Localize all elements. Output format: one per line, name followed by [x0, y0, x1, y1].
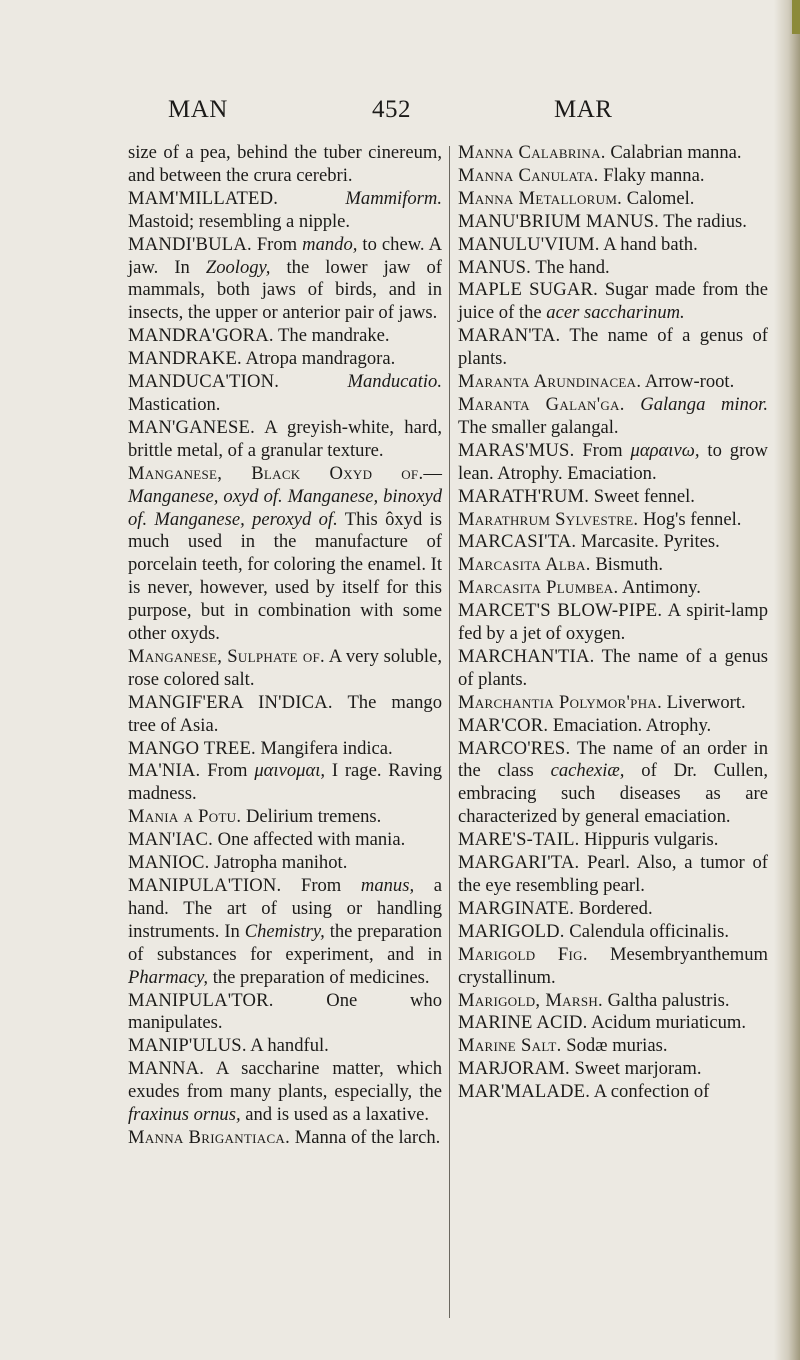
entry-text: μαραινω,	[630, 439, 700, 461]
entry-headword: MARE'S-TAIL.	[458, 829, 580, 851]
dictionary-entry	[458, 600, 768, 646]
entry-text: Galtha palustris.	[602, 989, 730, 1011]
dictionary-entry	[458, 211, 768, 234]
entry-headword: MARGARI'TA.	[458, 852, 580, 874]
dictionary-entry	[128, 806, 442, 829]
dictionary-entry	[458, 1081, 768, 1104]
entry-text: Manganese, oxyd of. Manganese, binoxyd of. Manganese, peroxyd of.	[128, 485, 442, 530]
entry-text: A handful.	[246, 1035, 329, 1057]
entry-text: Bismuth.	[590, 554, 664, 576]
entry-headword: MARJORAM.	[458, 1058, 570, 1080]
entry-headword: MANDI'BULA.	[128, 233, 252, 255]
entry-text: Mammiform.	[345, 187, 442, 209]
entry-headword: Manna Canulata.	[458, 164, 599, 186]
entry-text: From	[281, 875, 361, 896]
entry-text: Acidum muriaticum.	[587, 1012, 747, 1034]
entry-headword: MAR'COR.	[458, 714, 549, 736]
entry-text: mando,	[302, 233, 358, 255]
entry-text: Sodæ murias.	[561, 1035, 668, 1057]
page-edge-shadow	[774, 0, 800, 1360]
entry-text: Antimony.	[618, 577, 701, 599]
entry-text: Hog's fennel.	[638, 508, 742, 530]
entry-text	[625, 394, 641, 415]
entry-text: One who manipulates.	[128, 989, 442, 1034]
entry-text: The hand.	[531, 256, 610, 278]
entry-headword: MARAS'MUS.	[458, 439, 575, 461]
entry-text: A saccharine matter, which exudes from many plants, especially, the	[128, 1058, 442, 1103]
entry-headword: MANDRAKE.	[128, 348, 242, 370]
entry-text: fraxinus ornus,	[128, 1104, 241, 1126]
dictionary-entry	[458, 577, 768, 600]
entry-text: Pharmacy,	[128, 966, 209, 988]
entry-text: A very soluble, rose colored salt.	[128, 645, 442, 690]
entry-text: Flaky manna.	[598, 164, 705, 186]
entry-text: Manducatio.	[347, 371, 442, 393]
dictionary-entry	[458, 234, 768, 257]
entry-text: to grow lean. Atrophy. Emaciation.	[458, 439, 768, 484]
dictionary-entry	[458, 142, 768, 165]
entry-headword: MARGINATE.	[458, 897, 575, 919]
entry-headword: MANUS.	[458, 256, 532, 278]
entry-text: Atropa mandragora.	[241, 348, 396, 370]
entry-text: Calabrian manna.	[605, 142, 742, 163]
dictionary-entry	[128, 1035, 442, 1058]
dictionary-entry	[458, 738, 768, 830]
entry-text: The mango tree of Asia.	[128, 691, 442, 736]
entry-headword: Marcasita Plumbea.	[458, 577, 619, 599]
entry-headword: MARINE ACID.	[458, 1012, 588, 1034]
entry-text: acer saccharinum.	[546, 302, 685, 324]
entry-text: Pearl. Also, a tumor of the eye resembling pearl.	[458, 852, 768, 896]
dictionary-entry	[458, 188, 768, 211]
entry-text: Manna of the larch.	[290, 1126, 441, 1148]
entry-text: Bordered.	[574, 897, 653, 919]
entry-text: Mesembryanthemum crystallinum.	[458, 943, 768, 988]
entry-text: A confection of	[590, 1081, 710, 1103]
entry-text: the lower jaw of mammals, both jaws of birds, and in insects, the upper or anterior pair of jaws.	[128, 256, 442, 324]
dictionary-entry	[128, 852, 442, 875]
entry-text	[278, 188, 345, 209]
entry-headword: Manna Metallorum.	[458, 187, 623, 209]
dictionary-entry	[458, 440, 768, 486]
entry-text: Mastoid; resembling a nipple.	[128, 210, 351, 232]
entry-text: and is used as a laxative.	[240, 1104, 430, 1126]
entry-headword: Marchantia Polymor'pha.	[458, 691, 663, 713]
entry-headword: MARCHAN'TIA.	[458, 645, 595, 667]
dictionary-entry	[458, 646, 768, 692]
entry-text: From	[251, 233, 303, 255]
entry-text: Marcasite. Pyrites.	[576, 531, 720, 553]
entry-text: A spirit-lamp fed by a jet of oxygen.	[458, 600, 769, 645]
dictionary-entry	[458, 715, 768, 738]
entry-headword: Manganese, Black Oxyd of.	[128, 462, 424, 484]
left-column	[128, 142, 442, 1150]
dictionary-entry	[128, 1127, 442, 1150]
entry-text: The name of an order in the class	[458, 737, 768, 782]
entry-text	[279, 371, 347, 392]
entry-text: the preparation of medicines.	[208, 966, 430, 988]
entry-text: the preparation of substances for experiment, and in	[128, 920, 442, 965]
entry-headword: MANGO TREE.	[128, 737, 256, 759]
entry-text: A greyish-white, hard, brittle metal, of a granular texture.	[128, 416, 442, 461]
entry-text: The name of a genus of plants.	[458, 645, 768, 690]
dictionary-entry	[458, 371, 768, 394]
dictionary-entry	[128, 188, 442, 234]
entry-text: This ôxyd is much used in the manufacture of porcelain teeth, for coloring the enamel. It is never, however, used by itself for this purpose, but in combination with some other oxyds.	[128, 508, 442, 645]
dictionary-entry	[128, 1058, 442, 1127]
entry-text: The name of a genus of plants.	[458, 325, 768, 370]
dictionary-entry	[458, 692, 768, 715]
entry-headword: Manna Brigantiaca.	[128, 1126, 291, 1148]
dictionary-entry	[458, 165, 768, 188]
right-column	[458, 142, 768, 1104]
dictionary-entry	[458, 944, 768, 990]
dictionary-entry	[458, 829, 768, 852]
entry-headword: Maranta Galan'ga.	[458, 393, 625, 415]
entry-text: Sweet fennel.	[589, 485, 695, 507]
dictionary-entry	[128, 142, 442, 188]
dictionary-entry	[128, 760, 442, 806]
entry-text: μαινομαι,	[254, 760, 326, 782]
entry-headword: MAR'MALADE.	[458, 1081, 591, 1103]
dictionary-entry	[128, 738, 442, 761]
entry-headword: MANIPULA'TION.	[128, 875, 282, 896]
entry-headword: MARIGOLD.	[458, 920, 565, 942]
entry-headword: MANGIF'ERA IN'DICA.	[128, 691, 333, 713]
entry-headword: MAPLE SUGAR.	[458, 279, 598, 301]
dictionary-entry	[458, 531, 768, 554]
entry-headword: MARCO'RES.	[458, 737, 571, 759]
entry-text: Mangifera indica.	[255, 737, 393, 759]
entry-text: cachexiæ,	[550, 760, 625, 782]
entry-text: Chemistry,	[244, 920, 325, 942]
dictionary-entry	[458, 554, 768, 577]
page-number: 452	[372, 96, 411, 123]
entry-headword: Marathrum Sylvestre.	[458, 508, 639, 530]
dictionary-entry	[128, 463, 442, 646]
entry-text: The smaller galangal.	[458, 416, 619, 438]
entry-text: The mandrake.	[273, 325, 390, 347]
dictionary-entry	[458, 1058, 768, 1081]
dictionary-entry	[458, 921, 768, 944]
column-divider	[449, 146, 450, 1318]
entry-headword: MANNA.	[128, 1058, 205, 1080]
dictionary-entry	[458, 394, 768, 440]
entry-text: One affected with mania.	[213, 829, 406, 851]
dictionary-entry	[458, 1012, 768, 1035]
entry-text: Hippuris vulgaris.	[579, 829, 719, 851]
entry-headword: MARCASI'TA.	[458, 531, 577, 553]
entry-headword: MANIOC.	[128, 852, 210, 874]
header-left-guide-word: MAN	[168, 96, 228, 123]
entry-text: A hand bath.	[599, 233, 698, 255]
entry-text: Galanga minor.	[640, 393, 768, 415]
entry-headword: Marigold, Marsh.	[458, 989, 603, 1011]
entry-text: Mastication.	[128, 393, 221, 415]
entry-headword: MARCET'S BLOW-PIPE.	[458, 600, 663, 622]
entry-text: From	[574, 439, 631, 461]
entry-headword: Manna Calabrina.	[458, 142, 606, 163]
dictionary-entry	[458, 279, 768, 325]
dictionary-entry	[128, 325, 442, 348]
entry-text: a hand. The art of using or handling instruments. In	[128, 875, 442, 942]
entry-text: The radius.	[658, 210, 747, 232]
running-header	[0, 96, 800, 130]
dictionary-entry	[458, 852, 768, 898]
dictionary-entry	[458, 486, 768, 509]
entry-headword: Maranta Arundinacea.	[458, 371, 642, 393]
entry-text: Sugar made from the juice of the	[458, 279, 768, 324]
entry-text: Liverwort.	[662, 691, 746, 713]
dictionary-entry	[128, 692, 442, 738]
header-right-guide-word: MAR	[554, 96, 613, 123]
dictionary-entry	[458, 898, 768, 921]
entry-text: Sweet marjoram.	[569, 1058, 702, 1080]
dictionary-entry	[458, 1035, 768, 1058]
entry-text: I rage. Raving madness.	[128, 760, 442, 805]
entry-text: —	[423, 462, 442, 484]
entry-text: Calomel.	[622, 187, 695, 209]
dictionary-entry	[128, 417, 442, 463]
entry-text: Delirium tremens.	[241, 806, 382, 828]
entry-text: of Dr. Cullen, embracing such diseases as are characterized by general emaciation.	[458, 760, 769, 828]
entry-headword: MARATH'RUM.	[458, 485, 590, 507]
dictionary-entry	[458, 257, 768, 280]
entry-text: Zoology,	[205, 256, 271, 278]
dictionary-entry	[128, 234, 442, 326]
entry-headword: Marigold Fig.	[458, 943, 588, 965]
dictionary-entry	[458, 509, 768, 532]
entry-text: size of a pea, behind the tuber cinereum, and between the crura cerebri.	[128, 142, 442, 186]
entry-headword: MANIPULA'TOR.	[128, 989, 274, 1011]
entry-headword: MANDRA'GORA.	[128, 325, 274, 347]
entry-text: Calendula officinalis.	[564, 920, 730, 942]
dictionary-entry	[128, 829, 442, 852]
entry-text: Arrow-root.	[641, 371, 735, 393]
entry-headword: Marcasita Alba.	[458, 554, 591, 576]
entry-headword: Mania a Potu.	[128, 806, 242, 828]
entry-headword: MANIP'ULUS.	[128, 1035, 247, 1057]
entry-text: From	[200, 760, 255, 782]
entry-text: Emaciation. Atrophy.	[548, 714, 712, 736]
dictionary-entry	[128, 348, 442, 371]
dictionary-entry	[128, 371, 442, 417]
entry-text: Jatropha manihot.	[209, 852, 348, 874]
entry-text: to chew. A jaw. In	[128, 233, 442, 278]
entry-headword: MARAN'TA.	[458, 325, 561, 347]
entry-text: manus,	[360, 875, 415, 896]
dictionary-entry	[128, 646, 442, 692]
entry-headword: Marine Salt.	[458, 1035, 562, 1057]
entry-headword: MANU'BRIUM MANUS.	[458, 210, 659, 232]
dictionary-entry	[128, 875, 442, 990]
entry-headword: MAN'GANESE.	[128, 416, 255, 438]
entry-headword: MAN'IAC.	[128, 829, 214, 851]
entry-headword: Manganese, Sulphate of.	[128, 645, 325, 667]
entry-headword: MAM'MILLATED.	[128, 187, 279, 209]
dictionary-entry	[128, 990, 442, 1036]
entry-headword: MANDUCA'TION.	[128, 371, 280, 393]
entry-headword: MANULU'VIUM.	[458, 233, 600, 255]
dictionary-entry	[458, 990, 768, 1013]
entry-headword: MA'NIA.	[128, 760, 201, 782]
dictionary-entry	[458, 325, 768, 371]
page-edge-tab	[792, 0, 800, 34]
